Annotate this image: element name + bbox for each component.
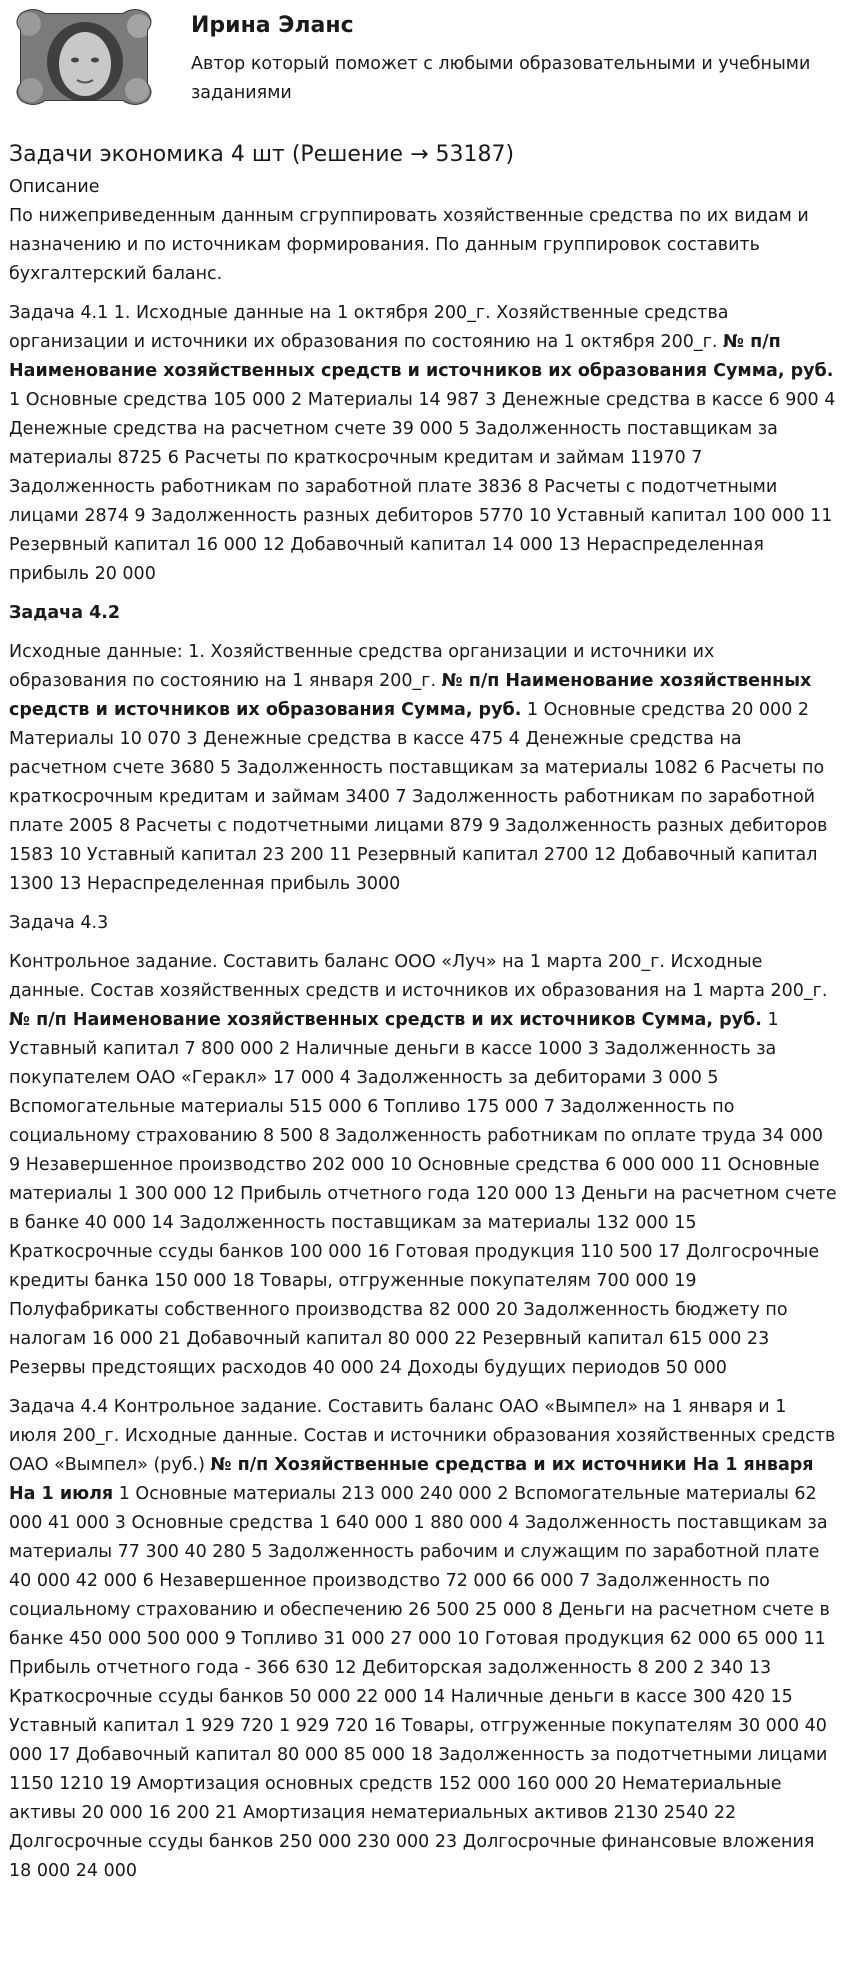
task-4-2-lead: Исходные данные: 1. Хозяйственные средства организации и источники их образования по состоянию на 1 января 200_г. xyxy=(9,642,715,691)
task-4-1-table-header: № п/п Наименование хозяйственных средств и источников их образования Сумма, руб. xyxy=(9,332,834,381)
task-4-1-data: 1 Основные средства 105 000 2 Материалы 14 987 3 Денежные средства в кассе 6 900 4 Денежные средства на расчетном счете 39 000 5 Задолженность поставщикам за материалы 8725 6 Расчеты по краткосрочным кредитам и займам 11970 7 Задолженность работникам по заработной плате 3836 8 Расчеты с подотчетными лицами 2874 9 Задолженность разных дебиторов 5770 10 Уставный капитал 100 000 11 Резервный капитал 16 000 12 Добавочный капитал 14 000 13 Нераспределенная прибыль 20 000 xyxy=(9,390,836,584)
description-label: Описание xyxy=(9,177,100,197)
task-4-2-heading: Задача 4.2 xyxy=(9,603,121,623)
task-4-4 xyxy=(9,1393,837,1886)
author-info xyxy=(159,4,837,108)
task-4-1 xyxy=(9,299,837,589)
author-name[interactable]: Ирина Эланс xyxy=(191,13,354,38)
author-description: Автор который поможет с любыми образовательными и учебными заданиями xyxy=(191,54,811,103)
task-4-4-lead: Задача 4.4 Контрольное задание. Составить баланс ОАО «Вымпел» на 1 января и 1 июля 200_г. Исходные данные. Состав и источники образования хозяйственных средств ОАО «Вымпел» (руб.) xyxy=(9,1397,836,1475)
task-4-4-table-header: № п/п Хозяйственные средства и их источники На 1 января На 1 июля xyxy=(9,1455,814,1504)
task-4-3-data: 1 Уставный капитал 7 800 000 2 Наличные деньги в кассе 1000 3 Задолженность за покупателем ОАО «Геракл» 17 000 4 Задолженность за дебиторами 3 000 5 Вспомогательные материалы 515 000 6 Топливо 175 000 7 Задолженность по социальному страхованию 8 500 8 Задолженность работникам по оплате труда 34 000 9 Незавершенное производство 202 000 10 Основные средства 6 000 000 11 Основные материалы 1 300 000 12 Прибыль отчетного года 120 000 13 Деньги на расчетном счете в банке 40 000 14 Задолженность поставщикам за материалы 132 000 15 Краткосрочные ссуды банков 100 000 16 Готовая продукция 110 500 17 Долгосрочные кредиты банка 150 000 18 Товары, отгруженные покупателям 700 000 19 Полуфабрикаты собственного производства 82 000 20 Задолженность бюджету по налогам 16 000 21 Добавочный капитал 80 000 22 Резервный капитал 615 000 23 Резервы предстоящих расходов 40 000 24 Доходы будущих периодов 50 000 xyxy=(9,1010,837,1378)
task-4-2-data: 1 Основные средства 20 000 2 Материалы 10 070 3 Денежные средства в кассе 475 4 Денежные средства на расчетном счете 3680 5 Задолженность поставщикам за материалы 1082 6 Расчеты по краткосрочным кредитам и займам 3400 7 Задолженность работникам по заработной плате 2005 8 Расчеты с подотчетными лицами 879 9 Задолженность разных дебиторов 1583 10 Уставный капитал 23 200 11 Резервный капитал 2700 12 Добавочный капитал 1300 13 Нераспределенная прибыль 3000 xyxy=(9,700,828,894)
task-4-3-heading: Задача 4.3 xyxy=(9,913,109,933)
avatar-image xyxy=(9,4,159,110)
task-title: Задачи экономика 4 шт (Решение → 53187) xyxy=(9,142,515,167)
task-intro: По нижеприведенным данным сгруппировать хозяйственные средства по их видам и назначению и по источникам формирования. По данным группировок составить бухгалтерский баланс. xyxy=(9,206,809,284)
task-4-2-table-header: № п/п Наименование хозяйственных средств и источников их образования Сумма, руб. xyxy=(9,671,812,720)
task-4-4-data: 1 Основные материалы 213 000 240 000 2 Вспомогательные материалы 62 000 41 000 3 Основные средства 1 640 000 1 880 000 4 Задолженность поставщикам за материалы 77 300 40 280 5 Задолженность рабочим и служащим по заработной плате 40 000 42 000 6 Незавершенное производство 72 000 66 000 7 Задолженность по социальному страхованию и обеспечению 26 500 25 000 8 Деньги на расчетном счете в банке 450 000 500 000 9 Топливо 31 000 27 000 10 Готовая продукция 62 000 65 000 11 Прибыль отчетного года - 366 630 12 Дебиторская задолженность 8 200 2 340 13 Краткосрочные ссуды банков 50 000 22 000 14 Наличные деньги в кассе 300 420 15 Уставный капитал 1 929 720 1 929 720 16 Товары, отгруженные покупателям 30 000 40 000 17 Добавочный капитал 80 000 85 000 18 Задолженность за подотчетными лицами 1150 1210 19 Амортизация основных средств 152 000 160 000 20 Нематериальные активы 20 000 16 200 21 Амортизация нематериальных активов 2130 2540 22 Долгосрочные ссуды банков 250 000 230 000 23 Долгосрочные финансовые вложения 18 000 24 000 xyxy=(9,1484,830,1881)
task-4-3 xyxy=(9,948,837,1383)
task-4-2 xyxy=(9,638,837,899)
task-4-3-lead: Контрольное задание. Составить баланс ООО «Луч» на 1 марта 200_г. Исходные данные. Состав хозяйственных средств и источников их образования на 1 марта 200_г. xyxy=(9,952,828,1001)
avatar[interactable] xyxy=(9,4,159,110)
task-4-3-table-header: № п/п Наименование хозяйственных средств и их источников Сумма, руб. xyxy=(9,1010,762,1030)
task-4-1-lead: Задача 4.1 1. Исходные данные на 1 октября 200_г. Хозяйственные средства организации и источники их образования по состоянию на 1 октября 200_г. xyxy=(9,303,729,352)
author-card xyxy=(9,0,837,117)
